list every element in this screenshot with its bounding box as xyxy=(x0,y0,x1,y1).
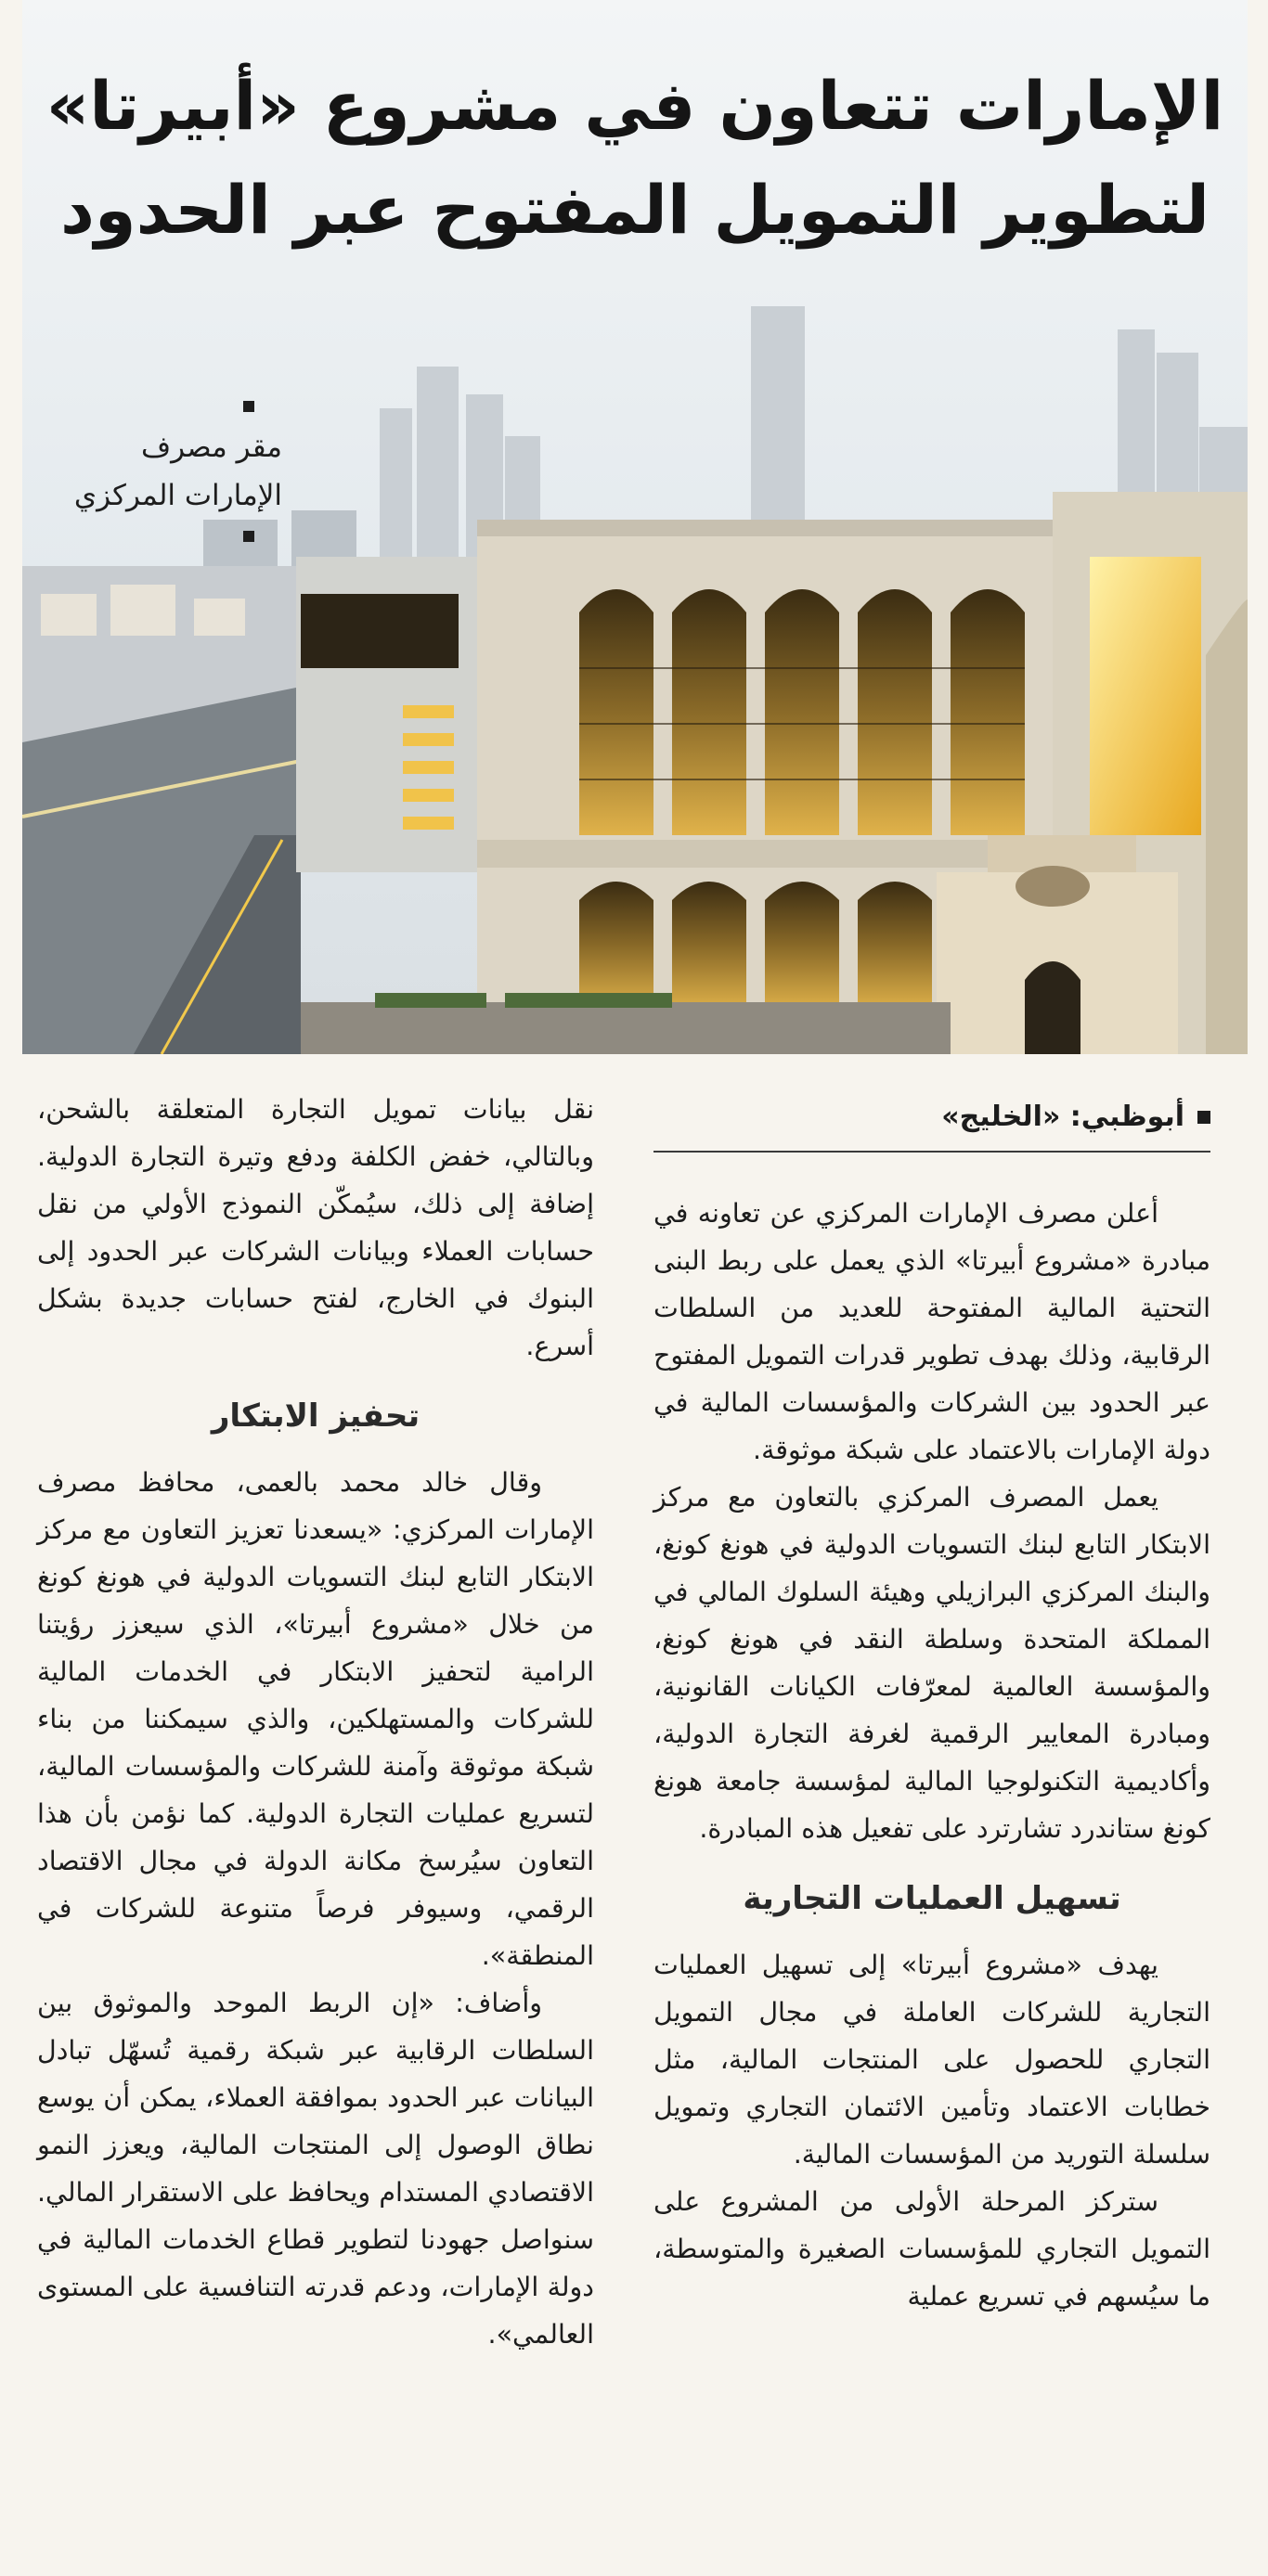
subheading-innovation: تحفيز الابتكار xyxy=(211,1397,421,1435)
photo-caption-line-2: الإمارات المركزي xyxy=(73,479,282,512)
paragraph-governor-addition: وأضاف: «إن الربط الموحد والموثوق بين السلطات الرقابية عبر شبكة رقمية تُسهّل تبادل البيانات عبر الحدود بموافقة العملاء، يمكن أن يوسع نطاق الوصول إلى المنتجات المالية، ويعزز النمو الاقتصادي المستدام ويحافظ على الاستقرار المالي. سنواصل جهودنا لتطوير قطاع الخدمات المالية في دولة الإمارات، ودعم قدرته التنافسية على المستوى العالمي». xyxy=(37,1988,594,2350)
paragraph-governor-quote: وقال خالد محمد بالعمى، محافظ مصرف الإمارات المركزي: «يسعدنا تعزيز التعاون مع مركز الابتكار التابع لبنك التسويات الدولية في هونغ كونغ من خلال «مشروع أبيرتا»، الذي سيعزز رؤيتنا الرامية لتحفيز الابتكار في الخدمات المالية للشركات والمستهلكين، والذي سيمكننا من بناء شبكة موثوقة وآمنة للشركات والمؤسسات المالية، لتسريع عمليات التجارة الدولية. كما نؤمن بأن هذا التعاون سيُرسخ مكانة الدولة في مجال الاقتصاد الرقمي، وسيوفر فرصاً متنوعة للشركات في المنطقة». xyxy=(37,1467,594,1971)
hero-photo xyxy=(22,0,1248,1054)
byline-square-icon xyxy=(1197,1111,1210,1124)
paragraph-intro: أعلن مصرف الإمارات المركزي عن تعاونه في مبادرة «مشروع أبيرتا» الذي يعمل على ربط البنى التحتية المالية المفتوحة للعديد من السلطات الرقابية، وذلك بهدف تطوير قدرات التمويل المفتوح عبر الحدود بين الشركات والمؤسسات المالية في دولة الإمارات بالاعتماد على شبكة موثوقة. xyxy=(653,1198,1210,1465)
byline-text: أبوظبي: «الخليج» xyxy=(941,1101,1184,1133)
paragraph-continuation: نقل بيانات تمويل التجارة المتعلقة بالشحن، وبالتالي، خفض الكلفة ودفع وتيرة التجارة الدولية. إضافة إلى ذلك، سيُمكّن النموذج الأولي من نقل حسابات العملاء وبيانات الشركات عبر الحدود إلى البنوك في الخارج، لفتح حسابات جديدة بشكل أسرع. xyxy=(37,1094,594,1361)
article-column-right xyxy=(653,1086,1210,2320)
headline xyxy=(22,54,1248,262)
headline-line-2: لتطوير التمويل المفتوح عبر الحدود xyxy=(59,171,1210,249)
photo-caption xyxy=(69,390,282,553)
paragraph-partners: يعمل المصرف المركزي بالتعاون مع مركز الابتكار التابع لبنك التسويات الدولية في هونغ كونغ، والبنك المركزي البرازيلي وهيئة السلوك المالي في المملكة المتحدة وسلطة النقد في هونغ كونغ، والمؤسسة العالمية لمعرّفات الكيانات القانونية، ومبادرة المعايير الرقمية لغرفة التجارة الدولية، وأكاديمية التكنولوجيا المالية لمؤسسة جامعة هونغ كونغ ستاندرد تشارترد على تفعيل هذه المبادرة. xyxy=(653,1482,1210,1844)
caption-square-icon xyxy=(243,401,254,412)
byline-divider xyxy=(653,1151,1210,1153)
article-column-left xyxy=(37,1086,594,2358)
photo-caption-line-1: مقر مصرف xyxy=(141,431,282,464)
subheading-trade-operations: تسهيل العمليات التجارية xyxy=(743,1880,1121,1917)
paragraph-phase-one: ستركز المرحلة الأولى من المشروع على التمويل التجاري للمؤسسات الصغيرة والمتوسطة، ما سيُسهم في تسريع عملية xyxy=(653,2186,1210,2312)
caption-square-icon xyxy=(243,531,254,542)
byline xyxy=(653,1089,1210,1145)
headline-line-1: الإمارات تتعاون في مشروع «أبيرتا» xyxy=(45,67,1224,145)
paragraph-project-goal: يهدف «مشروع أبيرتا» إلى تسهيل العمليات التجارية للشركات العاملة في مجال التمويل التجاري للحصول على المنتجات المالية، مثل خطابات الاعتماد وتأمين الائتمان التجاري وتمويل سلسلة التوريد من المؤسسات المالية. xyxy=(653,1950,1210,2170)
